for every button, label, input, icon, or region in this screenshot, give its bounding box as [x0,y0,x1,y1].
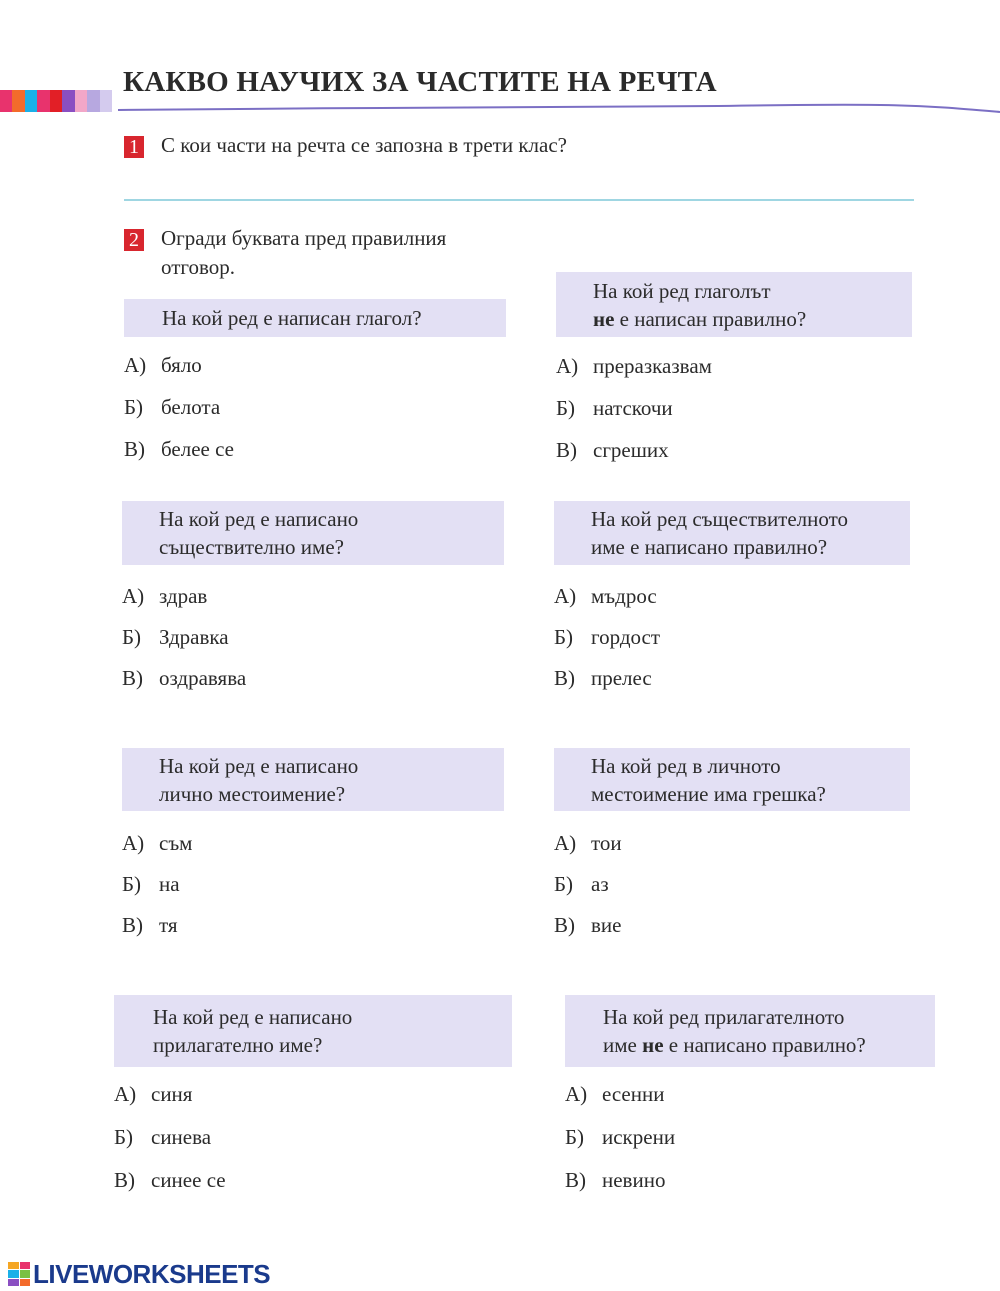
option-c[interactable] [556,437,712,479]
option-letter[interactable]: А) [122,831,145,855]
option-letter[interactable]: В) [565,1168,586,1192]
option-letter[interactable]: А) [122,584,145,608]
option-text: съм [159,831,193,855]
option-b[interactable] [556,395,712,437]
option-letter[interactable]: Б) [114,1125,134,1149]
emphasis-not: не [642,1033,664,1057]
option-c[interactable] [565,1167,675,1210]
option-letter[interactable]: А) [114,1082,137,1106]
option-text: белее се [161,437,234,461]
option-letter[interactable]: А) [124,353,147,377]
option-a[interactable] [554,583,660,624]
option-c[interactable] [114,1167,226,1210]
option-a[interactable] [554,830,622,871]
option-list [565,1081,675,1210]
option-letter[interactable]: В) [124,437,145,461]
option-text: аз [591,872,609,896]
option-letter[interactable]: Б) [565,1125,585,1149]
option-b[interactable] [565,1124,675,1167]
option-text: искрени [602,1125,676,1149]
option-text: бяло [161,353,202,377]
option-letter[interactable]: А) [554,584,577,608]
option-text: синева [151,1125,212,1149]
question-box [554,748,910,811]
option-text: здрав [159,584,208,608]
option-letter[interactable]: А) [556,354,579,378]
option-b[interactable] [124,394,234,436]
task2-text-line2: отговор. [161,255,236,279]
option-c[interactable] [122,665,246,706]
option-text: невино [602,1168,666,1192]
task-number-badge: 2 [124,229,144,251]
option-list [114,1081,226,1210]
option-a[interactable] [556,353,712,395]
task2-text-line1: Огради буквата пред правилния [161,226,447,250]
option-text: белота [161,395,221,419]
option-list [122,830,192,953]
option-letter[interactable]: Б) [122,872,142,896]
option-list [124,352,234,478]
option-letter[interactable]: Б) [122,625,142,649]
option-text: натскочи [593,396,673,420]
option-list [554,583,660,706]
option-b[interactable] [122,871,192,912]
question-box [122,501,504,565]
option-b[interactable] [554,624,660,665]
title-underline [118,96,1000,116]
question-text: На кой ред съществителното [591,507,849,531]
option-text: есенни [602,1082,665,1106]
question-text: На кой ред прилагателното [603,1005,845,1029]
question-box [554,501,910,565]
option-text: Здравка [159,625,229,649]
task2-instruction [161,224,446,282]
option-c[interactable] [122,912,192,953]
question-text-line2: име е написано правилно? [591,535,828,559]
option-text: вие [591,913,622,937]
option-c[interactable] [554,912,622,953]
option-b[interactable] [114,1124,226,1167]
option-letter[interactable]: А) [554,831,577,855]
logo-grid-icon [8,1262,30,1286]
color-stripes [0,90,112,112]
option-list [556,353,712,479]
question-text-line2: прилагателно име? [153,1033,323,1057]
option-letter[interactable]: В) [122,666,143,690]
question-text: е написан правилно? [614,306,807,331]
option-text: оздравява [159,666,247,690]
question-text: На кой ред в личното [591,753,781,778]
option-list [554,830,622,953]
question-text: На кой ред е написано [159,507,359,531]
question-text: На кой ред е написано [159,753,359,778]
emphasis-not: не [593,306,615,331]
question-text: На кой ред е написан глагол? [162,306,422,330]
option-text: тои [591,831,622,855]
option-a[interactable] [122,830,192,871]
option-letter[interactable]: А) [565,1082,588,1106]
option-b[interactable] [554,871,622,912]
question-text-line2 [603,1031,935,1059]
question-text-line2 [593,305,912,333]
option-letter[interactable]: В) [122,913,143,937]
question-text: На кой ред глаголът [593,278,771,303]
option-letter[interactable]: В) [554,666,575,690]
option-text: гордост [591,625,661,649]
question-text: име [603,1033,643,1057]
option-text: прелес [591,666,652,690]
task-number-badge: 1 [124,136,144,158]
answer-input-line[interactable] [124,199,914,201]
option-text: на [159,872,180,896]
option-text: синя [151,1082,193,1106]
option-letter[interactable]: Б) [556,396,576,420]
question-text-line2: съществително име? [159,535,344,559]
option-letter[interactable]: В) [556,438,577,462]
question-text-line2: лично местоимение? [159,781,346,806]
question-box [122,748,504,811]
option-letter[interactable]: Б) [554,872,574,896]
option-letter[interactable]: В) [554,913,575,937]
question-text: е написано правилно? [663,1033,866,1057]
option-a[interactable] [124,352,234,394]
option-a[interactable] [565,1081,675,1124]
question-box [556,272,912,337]
question-text: На кой ред е написано [153,1005,353,1029]
page-title: КАКВО НАУЧИХ ЗА ЧАСТИТЕ НА РЕЧТА [123,66,717,98]
option-letter[interactable]: Б) [124,395,144,419]
option-text: мъдрос [591,584,657,608]
question-box [124,299,506,337]
logo-text: LIVEWORKSHEETS [33,1258,271,1289]
option-a[interactable] [122,583,246,624]
option-c[interactable] [124,436,234,478]
option-letter[interactable]: Б) [554,625,574,649]
option-a[interactable] [114,1081,226,1124]
option-list [122,583,246,706]
option-text: преразказвам [593,354,712,378]
option-text: тя [159,913,178,937]
option-c[interactable] [554,665,660,706]
task1-text: С кои части на речта се запозна в трети клас? [161,133,567,157]
option-b[interactable] [122,624,246,665]
option-letter[interactable]: В) [114,1168,135,1192]
option-text: сгреших [593,438,669,462]
question-text-line2: местоимение има грешка? [591,781,826,806]
question-box [114,995,512,1067]
question-box [565,995,935,1067]
option-text: синее се [151,1168,226,1192]
liveworksheets-logo[interactable] [8,1259,270,1289]
